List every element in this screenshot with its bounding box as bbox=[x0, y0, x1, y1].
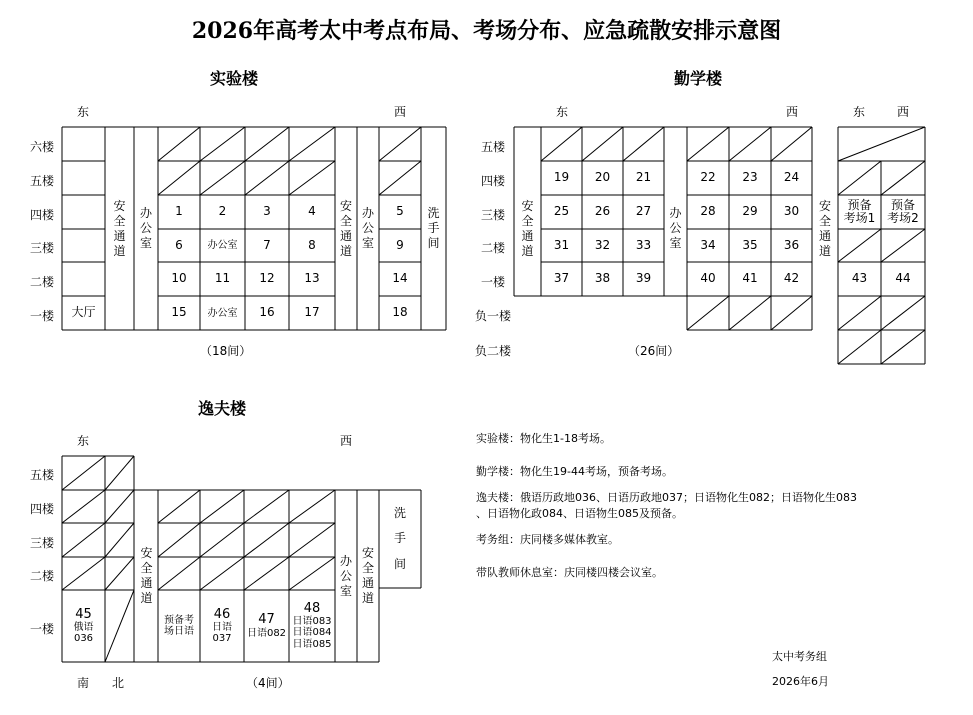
hatch-line bbox=[105, 523, 134, 557]
hatch-line bbox=[881, 161, 925, 195]
hatch-line bbox=[105, 456, 134, 490]
safe-passage-2: 安 全 通 道 bbox=[818, 198, 831, 258]
floor-label-3: 三楼 bbox=[30, 536, 55, 550]
floor-label-b1: 负一楼 bbox=[475, 309, 512, 323]
room-37: 37 bbox=[553, 271, 570, 286]
room-28: 28 bbox=[700, 204, 716, 219]
hatch-line bbox=[687, 127, 729, 161]
office-vertical: 办 公 室 bbox=[339, 553, 352, 598]
floor-label-2: 二楼 bbox=[481, 241, 506, 255]
hatch-line bbox=[62, 456, 105, 490]
room-19: 19 bbox=[553, 170, 570, 185]
hatch-line bbox=[729, 296, 771, 330]
hatch-line bbox=[105, 557, 134, 590]
footer-org: 太中考务组 bbox=[772, 650, 827, 663]
floor-label-2: 二楼 bbox=[30, 569, 55, 583]
direction-south: 南 bbox=[77, 676, 90, 690]
note-yifu-line2: 、日语物化政084、日语物生085及预备。 bbox=[476, 507, 683, 520]
room-6: 6 bbox=[175, 237, 183, 252]
direction-east: 东 bbox=[77, 105, 90, 119]
hatch-line bbox=[881, 330, 925, 364]
office-vertical-2: 办 公 室 bbox=[361, 206, 374, 250]
room-16: 16 bbox=[259, 305, 275, 320]
note-yifu-line1: 逸夫楼：俄语历政地036、日语历政地037；日语物化生082；日语物化生083 bbox=[476, 491, 857, 504]
room-4: 4 bbox=[308, 204, 316, 219]
room-23: 23 bbox=[742, 170, 758, 185]
direction-east: 东 bbox=[556, 105, 569, 119]
room-46: 46 日语 037 bbox=[212, 606, 232, 645]
room-39: 39 bbox=[635, 271, 652, 286]
reserve-room-1: 预备 考场1 bbox=[843, 197, 876, 225]
room-8: 8 bbox=[308, 237, 316, 252]
room-24: 24 bbox=[783, 170, 800, 185]
hatch-line bbox=[379, 127, 421, 161]
room-36: 36 bbox=[783, 237, 800, 252]
reserve-room-japanese: 预备考 场日语 bbox=[164, 615, 194, 637]
direction-west: 西 bbox=[340, 434, 353, 448]
hatch-line bbox=[244, 557, 289, 590]
hatch-line bbox=[881, 229, 925, 262]
hatch-line bbox=[62, 490, 105, 523]
hatch-line bbox=[200, 523, 244, 557]
room-32: 32 bbox=[594, 237, 611, 252]
room-22: 22 bbox=[700, 170, 716, 185]
room-30: 30 bbox=[783, 204, 800, 219]
note-teacher-lounge: 带队教师休息室：庆同楼四楼会议室。 bbox=[476, 566, 663, 579]
room-35: 35 bbox=[742, 237, 758, 252]
office-vertical-1: 办 公 室 bbox=[139, 206, 152, 250]
room-11: 11 bbox=[214, 271, 231, 286]
floor-label-4: 四楼 bbox=[481, 174, 506, 188]
hatch-line bbox=[838, 296, 881, 330]
room-44: 44 bbox=[895, 271, 911, 286]
room-34: 34 bbox=[700, 237, 716, 252]
hatch-line bbox=[200, 557, 244, 590]
floor-label-5: 五楼 bbox=[30, 174, 55, 188]
room-2: 2 bbox=[218, 204, 227, 219]
direction-north: 北 bbox=[112, 676, 125, 690]
room-3: 3 bbox=[263, 204, 271, 219]
room-40: 40 bbox=[700, 271, 716, 286]
room-15: 15 bbox=[171, 305, 187, 320]
office-3f: 办公室 bbox=[207, 240, 238, 251]
hatch-line bbox=[771, 296, 812, 330]
safe-passage-1: 安 全 通 道 bbox=[140, 546, 153, 605]
room-10: 10 bbox=[171, 271, 187, 286]
hatch-line bbox=[200, 490, 244, 523]
note-exam-affairs: 考务组：庆同楼多媒体教室。 bbox=[476, 533, 619, 546]
direction-east: 东 bbox=[853, 105, 866, 119]
room-17: 17 bbox=[304, 305, 320, 320]
qinxue-room-count: （26间） bbox=[628, 344, 680, 358]
hatch-line bbox=[62, 557, 105, 590]
office-vertical: 办 公 室 bbox=[669, 206, 682, 250]
hatch-line bbox=[838, 161, 881, 195]
room-29: 29 bbox=[742, 204, 758, 219]
hall: 大厅 bbox=[71, 304, 96, 319]
direction-east: 东 bbox=[77, 434, 90, 448]
safe-passage-1: 安 全 通 道 bbox=[521, 198, 534, 258]
hatch-line bbox=[158, 127, 200, 161]
room-13: 13 bbox=[304, 271, 320, 286]
room-26: 26 bbox=[594, 204, 611, 219]
floor-label-3: 三楼 bbox=[30, 241, 55, 255]
hatch-line bbox=[379, 161, 421, 195]
floor-label-5: 五楼 bbox=[481, 140, 506, 154]
hatch-line bbox=[582, 127, 623, 161]
hatch-line bbox=[245, 161, 289, 195]
hatch-line bbox=[838, 330, 881, 364]
hatch-line bbox=[244, 490, 289, 523]
hatch-line bbox=[289, 557, 335, 590]
hatch-line bbox=[158, 161, 200, 195]
room-33: 33 bbox=[635, 237, 652, 252]
floor-label-4: 四楼 bbox=[30, 208, 55, 222]
direction-west: 西 bbox=[897, 105, 910, 119]
floor-label-4: 四楼 bbox=[30, 502, 55, 516]
hatch-line bbox=[62, 523, 105, 557]
hatch-line bbox=[771, 127, 812, 161]
room-42: 42 bbox=[783, 271, 800, 286]
room-20: 20 bbox=[594, 170, 611, 185]
washroom: 洗 手 间 bbox=[427, 206, 440, 250]
safe-passage-2: 安 全 通 道 bbox=[339, 198, 352, 258]
room-5: 5 bbox=[396, 204, 404, 219]
hatch-line bbox=[105, 590, 134, 662]
room-48: 48 日语083 日语084 日语085 bbox=[292, 600, 332, 650]
room-21: 21 bbox=[635, 170, 652, 185]
room-31: 31 bbox=[553, 237, 570, 252]
hatch-line bbox=[881, 296, 925, 330]
room-45: 45 俄语 036 bbox=[73, 606, 94, 645]
floor-label-b2: 负二楼 bbox=[475, 344, 512, 358]
hatch-line bbox=[623, 127, 664, 161]
floor-label-5: 五楼 bbox=[30, 468, 55, 482]
direction-west: 西 bbox=[786, 105, 799, 119]
room-27: 27 bbox=[635, 204, 652, 219]
room-38: 38 bbox=[594, 271, 611, 286]
floor-label-1: 一楼 bbox=[481, 275, 506, 289]
hatch-line bbox=[541, 127, 582, 161]
floor-label-2: 二楼 bbox=[30, 275, 55, 289]
room-25: 25 bbox=[553, 204, 570, 219]
footer-date: 2026年6月 bbox=[772, 675, 829, 688]
hatch-line bbox=[158, 490, 200, 523]
room-41: 41 bbox=[742, 271, 758, 286]
room-43: 43 bbox=[851, 271, 868, 286]
hatch-line bbox=[105, 490, 134, 523]
note-shiyan: 实验楼：物化生1-18考场。 bbox=[476, 432, 611, 445]
shiyan-building-title: 实验楼 bbox=[210, 69, 259, 88]
floor-label-6: 六楼 bbox=[30, 140, 55, 154]
hatch-line bbox=[244, 523, 289, 557]
hatch-line bbox=[289, 490, 335, 523]
floor-label-1: 一楼 bbox=[30, 309, 55, 323]
qinxue-building-title: 勤学楼 bbox=[674, 69, 723, 88]
room-47: 47 日语082 bbox=[246, 612, 287, 639]
note-qinxue: 勤学楼：物化生19-44考场，预备考场。 bbox=[476, 465, 673, 478]
safe-passage-2: 安 全 通 道 bbox=[361, 546, 374, 605]
hatch-line bbox=[729, 127, 771, 161]
hatch-line bbox=[687, 296, 729, 330]
hatch-line bbox=[838, 229, 881, 262]
floor-label-1: 一楼 bbox=[30, 622, 55, 636]
room-1: 1 bbox=[175, 204, 183, 219]
shiyan-room-count: （18间） bbox=[200, 344, 252, 358]
room-18: 18 bbox=[392, 305, 408, 320]
hatch-line bbox=[838, 127, 925, 161]
room-9: 9 bbox=[396, 237, 404, 252]
room-14: 14 bbox=[392, 271, 408, 286]
hatch-line bbox=[158, 523, 200, 557]
hatch-line bbox=[289, 127, 335, 161]
washroom: 洗 手 间 bbox=[393, 506, 406, 571]
direction-west: 西 bbox=[394, 105, 407, 119]
floor-label-3: 三楼 bbox=[481, 208, 506, 222]
page-title: 2026年高考太中考点布局、考场分布、应急疏散安排示意图 bbox=[191, 18, 782, 44]
hatch-line bbox=[200, 161, 245, 195]
yifu-building-title: 逸夫楼 bbox=[198, 399, 247, 418]
reserve-room-2: 预备 考场2 bbox=[887, 197, 919, 225]
hatch-line bbox=[289, 161, 335, 195]
hatch-line bbox=[200, 127, 245, 161]
hatch-line bbox=[289, 523, 335, 557]
hatch-line bbox=[245, 127, 289, 161]
safe-passage-1: 安 全 通 道 bbox=[113, 198, 126, 258]
hatch-line bbox=[158, 557, 200, 590]
yifu-room-count: （4间） bbox=[246, 676, 290, 690]
room-7: 7 bbox=[263, 237, 271, 252]
office-1f: 办公室 bbox=[207, 307, 238, 319]
room-12: 12 bbox=[259, 271, 275, 286]
